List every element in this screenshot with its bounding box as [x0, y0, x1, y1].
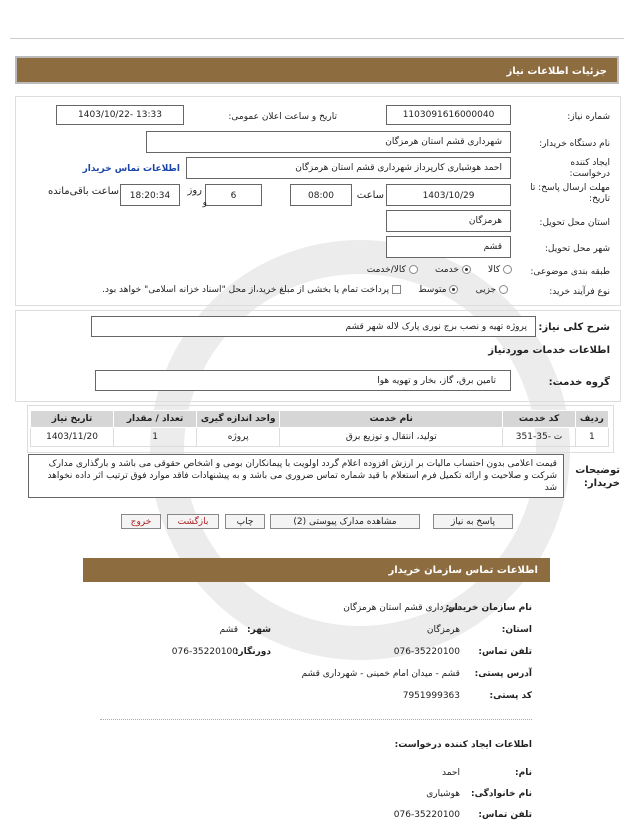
page-title: جزئیات اطلاعات نیاز — [506, 66, 607, 77]
col-need-date: تاریخ نیاز — [31, 411, 114, 428]
creator-family-value: هوشیاری — [426, 789, 460, 799]
view-docs-button[interactable]: مشاهده مدارک پیوستی (2) — [270, 514, 420, 529]
contact-info-link[interactable]: اطلاعات تماس خریدار — [82, 164, 180, 174]
creator-field — [186, 157, 511, 179]
deadline-time-value: 08:00 — [308, 191, 334, 201]
radio-service[interactable] — [462, 265, 471, 274]
province-value: هرمزگان — [468, 216, 502, 226]
creator-info-heading: اطلاعات ایجاد کننده درخواست: — [394, 740, 532, 750]
category-option-goods[interactable] — [488, 265, 512, 275]
process-medium-label: متوسط — [418, 285, 447, 295]
category-radio-group — [367, 265, 512, 275]
radio-medium[interactable] — [449, 285, 458, 294]
remaining-time-value: 18:20:34 — [129, 191, 171, 201]
radio-goods[interactable] — [503, 265, 512, 274]
creator-phone-value: 076-35220100 — [393, 810, 460, 820]
creator-label: ایجاد کننده درخواست: — [569, 158, 610, 179]
creator-name-label: نام: — [515, 768, 532, 778]
province-label: استان محل تحویل: — [539, 218, 610, 228]
exit-button[interactable]: خروج — [121, 514, 161, 529]
announce-value: 1403/10/22- 13:33 — [78, 110, 162, 120]
buyer-org-field — [146, 131, 511, 153]
process-minor-label: جزیی — [475, 285, 497, 295]
contact-fax-value: 076-35220100 — [171, 647, 238, 657]
deadline-time-label: ساعت — [356, 190, 384, 201]
summary-value: پروژه تهیه و نصب برج نوری پارک لاله شهر قشم — [345, 322, 527, 332]
process-radio-group — [102, 285, 508, 295]
buyer-org-value: شهرداری قشم استان هرمزگان — [385, 137, 502, 147]
creator-value: احمد هوشیاری کارپرداز شهرداری قشم استان هرمزگان — [295, 163, 502, 173]
back-button[interactable]: بازگشت — [167, 514, 219, 529]
page-header — [15, 56, 619, 84]
days-field — [202, 184, 262, 208]
process-option-medium[interactable] — [418, 285, 458, 295]
table-row — [31, 428, 609, 447]
cell-service-code: ت -35-351 — [503, 428, 575, 447]
items-table-header — [31, 411, 609, 428]
contact-city-label: شهر: — [247, 625, 271, 635]
contact-header — [83, 558, 550, 582]
category-both-label: کالا/خدمت — [366, 265, 406, 275]
category-label: طبقه بندی موضوعی: — [530, 267, 610, 277]
items-table — [30, 410, 609, 447]
process-label: نوع فرآیند خرید: — [549, 287, 610, 297]
province-field — [386, 210, 511, 232]
radio-both[interactable] — [409, 265, 418, 274]
reply-button[interactable]: پاسخ به نیاز — [433, 514, 513, 529]
contact-province-value: هرمزگان — [426, 625, 460, 635]
deadline-label: مهلت ارسال پاسخ: تا تاریخ: — [530, 183, 610, 204]
col-service-code: کد خدمت — [503, 411, 575, 428]
announce-label: تاریخ و ساعت اعلان عمومی: — [228, 112, 337, 122]
col-quantity: تعداد / مقدار — [114, 411, 197, 428]
treasury-option[interactable] — [102, 285, 401, 295]
buyer-org-label: نام دستگاه خریدار: — [539, 139, 610, 149]
process-option-minor[interactable] — [476, 285, 508, 295]
days-value: 6 — [230, 191, 237, 201]
city-label: شهر محل تحویل: — [544, 244, 610, 254]
cell-row: 1 — [575, 428, 608, 447]
need-number-field — [386, 105, 511, 125]
creator-phone-label: تلفن تماس: — [478, 810, 532, 820]
need-number-label: شماره نیاز: — [567, 112, 610, 122]
contact-postal-label: کد پستی: — [489, 691, 532, 701]
services-heading: اطلاعات خدمات موردنیاز — [488, 345, 610, 356]
col-service-name: نام خدمت — [280, 411, 503, 428]
deadline-date-field — [386, 184, 511, 206]
contact-title: اطلاعات تماس سازمان خریدار — [388, 565, 538, 576]
category-service-label: خدمت — [434, 265, 459, 275]
remaining-time-field — [120, 184, 180, 206]
deadline-date-value: 1403/10/29 — [422, 191, 475, 201]
creator-family-label: نام خانوادگی: — [470, 789, 532, 799]
checkbox-treasury[interactable] — [392, 285, 401, 294]
buyer-notes-value: قیمت اعلامی بدون احتساب مالیات بر ارزش افزوده اعلام گردد اولویت با پیمانکاران بومی و اشخاص حقوقی می باشد و بارگذاری مدارک شرکت و صلاحیت و ارائه تکمیل فرم استعلام با قید شماره تماس ضروری می باشد و به پیشنهادات فاقد موارد فوق ترتیب اثر داده نخواهد شد — [47, 459, 557, 493]
category-option-both[interactable] — [367, 265, 418, 275]
creator-name-value: احمد — [442, 768, 460, 778]
top-divider — [10, 38, 624, 39]
radio-minor[interactable] — [499, 285, 508, 294]
col-row: ردیف — [575, 411, 608, 428]
summary-label: شرح کلی نیاز: — [538, 322, 610, 333]
cell-quantity: 1 — [114, 428, 197, 447]
contact-phone-label: تلفن تماس: — [478, 647, 532, 657]
treasury-note: پرداخت تمام یا بخشی از مبلغ خرید،از محل "اسناد خزانه اسلامی" خواهد بود. — [102, 285, 390, 295]
buyer-notes-label: توضیحات خریدار: — [575, 465, 620, 489]
deadline-time-field — [290, 184, 352, 206]
contact-postal-value: 7951999363 — [402, 691, 460, 701]
announce-field — [56, 105, 184, 125]
need-number-value: 1103091616000040 — [402, 110, 495, 120]
city-field — [386, 236, 511, 258]
category-goods-label: کالا — [487, 265, 501, 275]
contact-address-value: قشم - میدان امام خمینی - شهرداری قشم — [301, 669, 460, 679]
cell-service-name: تولید، انتقال و توزیع برق — [280, 428, 503, 447]
contact-org-label: نام سازمان خریدار: — [445, 603, 532, 613]
contact-phone-value: 076-35220100 — [393, 647, 460, 657]
remaining-label: ساعت باقی‌مانده — [47, 186, 119, 197]
print-button[interactable]: چاپ — [225, 514, 265, 529]
contact-address-label: آدرس پستی: — [474, 669, 532, 679]
summary-field — [91, 316, 536, 337]
contact-city-value: قشم — [219, 625, 238, 635]
city-value: قشم — [483, 242, 502, 252]
days-label: روز — [187, 185, 202, 196]
contact-divider — [100, 719, 532, 720]
contact-province-label: استان: — [501, 625, 532, 635]
service-group-label: گروه خدمت: — [548, 377, 610, 388]
category-option-service[interactable] — [435, 265, 471, 275]
service-group-field — [95, 370, 511, 391]
contact-fax-label: دورنگار: — [234, 647, 271, 657]
cell-unit: پروژه — [197, 428, 280, 447]
contact-org-value: شهرداری قشم استان هرمزگان — [343, 603, 460, 613]
buyer-notes-field — [28, 454, 564, 498]
col-unit: واحد اندازه گیری — [197, 411, 280, 428]
service-group-value: تامین برق، گاز، بخار و تهویه هوا — [377, 376, 496, 386]
days-suffix: و — [202, 198, 207, 208]
cell-need-date: 1403/11/20 — [31, 428, 114, 447]
